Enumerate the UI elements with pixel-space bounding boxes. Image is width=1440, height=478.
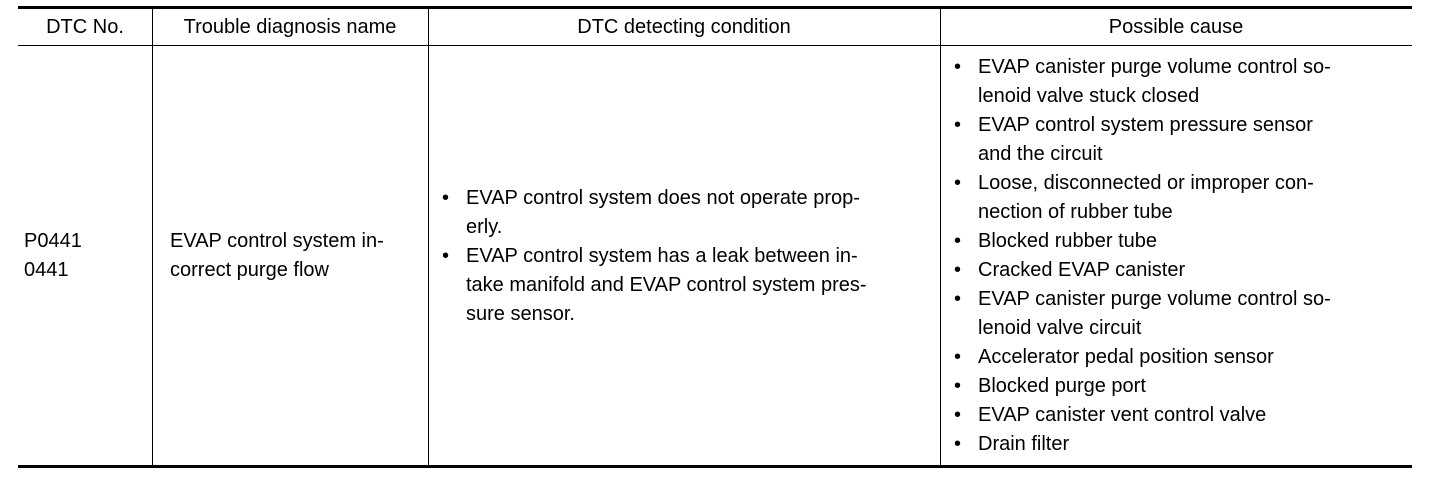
column-divider <box>152 9 153 465</box>
bullet: • <box>954 433 962 455</box>
cause-line: Loose, disconnected or improper con- <box>978 172 1314 194</box>
cause-item <box>954 343 1408 372</box>
cause-line: Cracked EVAP canister <box>978 259 1186 281</box>
cause-item <box>954 430 1408 459</box>
header-dtc-no: DTC No. <box>46 16 124 38</box>
bullet: • <box>954 172 962 194</box>
bullet: • <box>442 244 450 267</box>
cause-item <box>954 285 1408 343</box>
cause-line: Blocked rubber tube <box>978 230 1158 252</box>
cause-item <box>954 169 1408 227</box>
cause-line: Drain filter <box>978 433 1070 455</box>
header-trouble-diagnosis-name: Trouble diagnosis name <box>183 16 397 38</box>
trouble-name-line: EVAP control system in- <box>170 230 384 252</box>
cause-item <box>954 372 1408 401</box>
cause-list <box>954 53 1408 459</box>
condition-line: EVAP control system has a leak between in- <box>466 244 858 267</box>
header-divider <box>18 45 1412 46</box>
cause-item <box>954 227 1408 256</box>
bullet: • <box>954 56 962 78</box>
cause-line: Accelerator pedal position sensor <box>978 346 1274 368</box>
cause-line: EVAP control system pressure sensor <box>978 114 1313 136</box>
cause-line: lenoid valve circuit <box>978 317 1142 339</box>
bullet: • <box>442 186 450 209</box>
dtc-table <box>18 6 1412 468</box>
cause-line: EVAP canister vent control valve <box>978 404 1267 426</box>
cause-line: EVAP canister purge volume control so- <box>978 56 1331 78</box>
cause-item <box>954 401 1408 430</box>
cause-line: nection of rubber tube <box>978 201 1173 223</box>
bullet: • <box>954 114 962 136</box>
cell-possible-cause <box>954 47 1408 465</box>
trouble-name-line: correct purge flow <box>170 259 329 281</box>
condition-line: EVAP control system does not operate prop- <box>466 186 860 209</box>
dtc-code: 0441 <box>24 259 69 281</box>
condition-item <box>442 242 936 329</box>
bullet: • <box>954 259 962 281</box>
column-divider <box>428 9 429 465</box>
column-divider <box>940 9 941 465</box>
cell-dtc-no <box>24 47 148 465</box>
bullet: • <box>954 346 962 368</box>
bullet: • <box>954 404 962 426</box>
bullet: • <box>954 230 962 252</box>
cause-item <box>954 111 1408 169</box>
cell-detecting-condition <box>442 47 936 465</box>
bullet: • <box>954 288 962 310</box>
condition-line: erly. <box>466 215 503 238</box>
cause-line: lenoid valve stuck closed <box>978 85 1200 107</box>
cause-line: Blocked purge port <box>978 375 1146 397</box>
header-detecting-condition: DTC detecting condition <box>577 16 791 38</box>
cause-item <box>954 256 1408 285</box>
dtc-code: P0441 <box>24 230 82 252</box>
cell-trouble-name <box>170 47 424 465</box>
cause-line: EVAP canister purge volume control so- <box>978 288 1331 310</box>
condition-line: sure sensor. <box>466 302 575 325</box>
cause-item <box>954 53 1408 111</box>
bullet: • <box>954 375 962 397</box>
condition-item <box>442 184 936 242</box>
condition-list <box>442 184 936 329</box>
header-possible-cause: Possible cause <box>1108 16 1244 38</box>
cause-line: and the circuit <box>978 143 1103 165</box>
condition-line: take manifold and EVAP control system pres- <box>466 273 867 296</box>
